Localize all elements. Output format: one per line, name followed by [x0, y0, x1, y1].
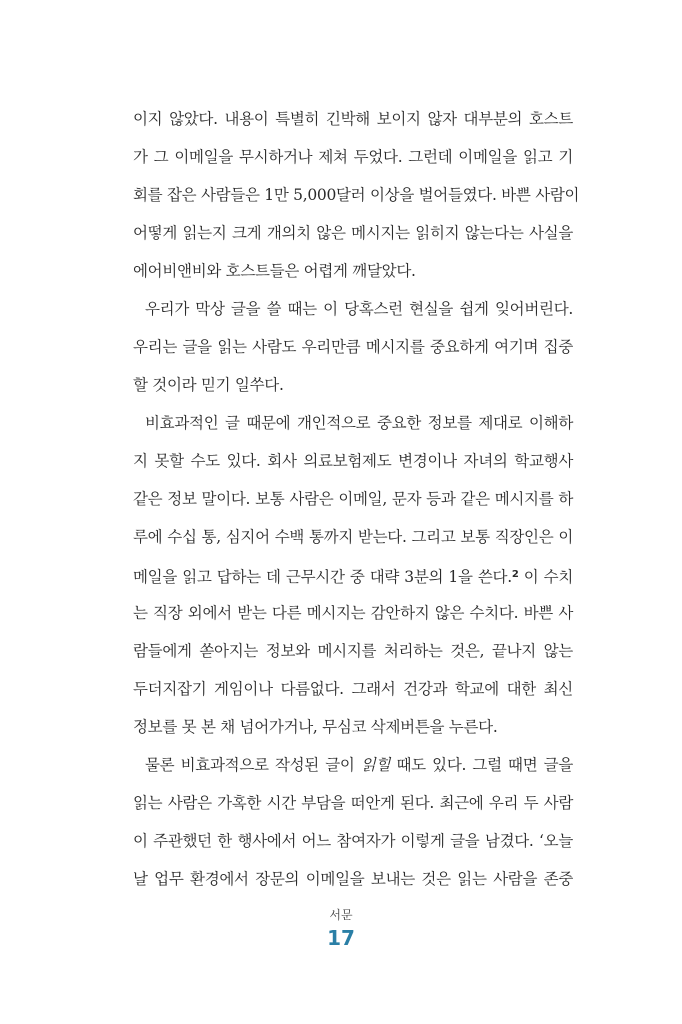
- text-segment: 메일을 읽고 답하는 데 근무시간 중 대략 3분의 1을 쓴다.: [133, 568, 512, 586]
- text-line: 이지 않았다. 내용이 특별히 긴박해 보이지 않자 대부분의 호스트: [133, 110, 573, 128]
- text-line: 날 업무 환경에서 장문의 이메일을 보내는 것은 읽는 사람을 존중: [133, 870, 573, 888]
- text-line-with-emphasis: [133, 746, 573, 784]
- text-line: 할 것이라 믿기 일쑤다.: [133, 376, 284, 394]
- body-text: [133, 100, 580, 898]
- text-line-with-footnote: [133, 556, 573, 594]
- text-line: 우리는 글을 읽는 사람도 우리만큼 메시지를 중요하게 여기며 집중: [133, 338, 573, 356]
- text-line: 회를 잡은 사람들은 1만 5,000달러 이상을 벌어들였다. 바쁜 사람이: [133, 186, 580, 204]
- text-line: 루에 수십 통, 심지어 수백 통까지 받는다. 그리고 보통 직장인은 이: [133, 528, 573, 546]
- text-line: 어떻게 읽는지 크게 개의치 않은 메시지는 읽히지 않는다는 사실을: [133, 224, 573, 242]
- text-line: 는 직장 외에서 받는 다른 메시지는 감안하지 않은 수치다. 바쁜 사: [133, 604, 573, 622]
- text-segment: 물론 비효과적으로 작성된 글이: [145, 756, 361, 774]
- text-line: 읽는 사람은 가혹한 시간 부담을 떠안게 된다. 최근에 우리 두 사람: [133, 794, 573, 812]
- text-line: 정보를 못 본 채 넘어가거나, 무심코 삭제버튼을 누른다.: [133, 718, 498, 736]
- page-number: 17: [327, 926, 355, 950]
- text-line: 에어비앤비와 호스트들은 어렵게 깨달았다.: [133, 262, 416, 280]
- text-line: 람들에게 쏟아지는 정보와 메시지를 처리하는 것은, 끝나지 않는: [133, 642, 573, 660]
- text-line: 우리가 막상 글을 쓸 때는 이 당혹스런 현실을 쉽게 잊어버린다.: [145, 300, 573, 318]
- text-segment: 때도 있다. 그럴 때면 글을: [390, 756, 573, 774]
- emphasized-word: 읽힐: [360, 756, 391, 774]
- text-line: 지 못할 수도 있다. 회사 의료보험제도 변경이나 자녀의 학교행사: [133, 452, 573, 470]
- text-line: 같은 정보 말이다. 보통 사람은 이메일, 문자 등과 같은 메시지를 하: [133, 490, 573, 508]
- footnote-marker[interactable]: 2: [511, 569, 519, 580]
- text-segment: 이 수치: [518, 568, 573, 586]
- text-line: 비효과적인 글 때문에 개인적으로 중요한 정보를 제대로 이해하: [145, 414, 573, 432]
- text-line: 두더지잡기 게임이나 다름없다. 그래서 건강과 학교에 대한 최신: [133, 680, 573, 698]
- text-line: 이 주관했던 한 행사에서 어느 참여자가 이렇게 글을 남겼다. ‘오늘: [133, 832, 573, 850]
- running-footer-section: 서문: [329, 908, 353, 922]
- text-line: 가 그 이메일을 무시하거나 제쳐 두었다. 그런데 이메일을 읽고 기: [133, 148, 573, 166]
